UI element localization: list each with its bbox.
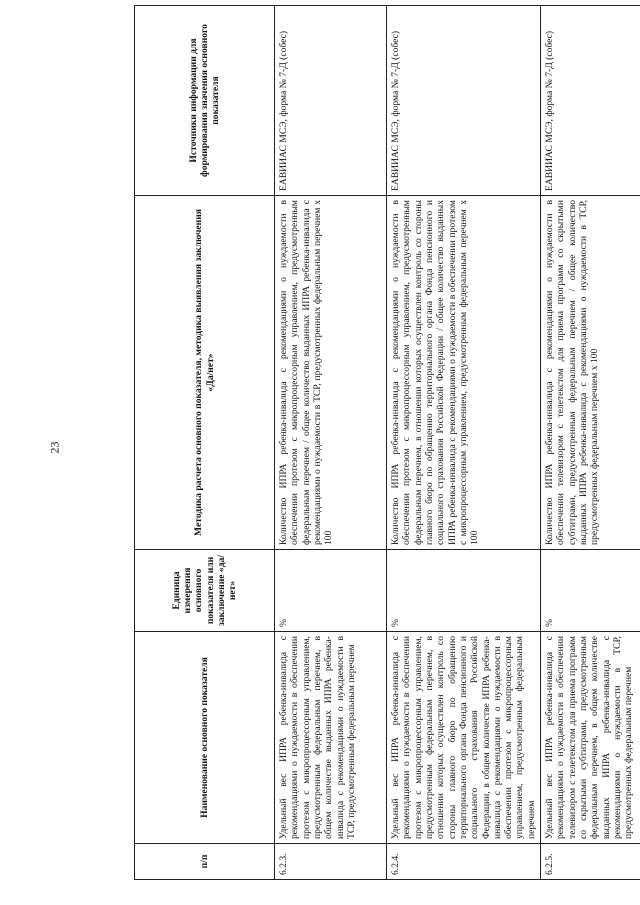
header-num: п/п <box>135 844 275 880</box>
row-unit: % <box>387 550 541 632</box>
table-row <box>387 6 541 880</box>
row-method: Количество ИПРА ребенка-инвалида с рекомендациями о нуждаемости в обеспечении протезом с микропроцессорным управлением, предусмотренным федеральным перечнем / общее количество выданных ИПРА ребенка-инвалида с рекомендациями о нуждаемости в ТСР, предусмотренных федеральным перечнем х 100 <box>275 196 387 550</box>
row-num: 6.2.5. <box>541 844 640 880</box>
row-method: Количество ИПРА ребенка-инвалида с рекомендациями о нуждаемости в обеспечении протезом с микропроцессорным управлением, предусмотренным федеральным перечнем, в отношении которых осуществлен контроль со стороны главного бюро по обращению территориального органа Фонда пенсионного и социального страхования Российской Федерации / общее количество выданных ИПРА ребенка-инвалида с рекомендациями о нуждаемости в обеспечении протезом с микропроцессорным управлением, предусмотренным федеральным перечнем х 100 <box>387 196 541 550</box>
table-header-row <box>135 6 275 880</box>
row-unit: % <box>275 550 387 632</box>
table-row <box>275 6 387 880</box>
rotated-table-container <box>134 6 635 880</box>
row-num: 6.2.4. <box>387 844 541 880</box>
header-source: Источники информации для формирования значения основного показателя <box>135 6 275 196</box>
header-name: Наименование основного показателя <box>135 632 275 844</box>
row-name: Удельный вес ИПРА ребенка-инвалида с рекомендациями о нуждаемости в обеспечении телевизором с телетекстом для приема программ со скрытыми субтитрами, предусмотренным федеральным перечнем, в общем количестве выданных ИПРА ребенка-инвалида с рекомендациями о нуждаемости в ТСР, предусмотренных федеральным перечнем <box>541 632 640 844</box>
row-source: ЕАВИИАС МСЭ, форма № 7-Д (собес) <box>275 6 387 196</box>
table-row <box>541 6 640 880</box>
page-number: 23 <box>47 441 62 454</box>
row-source: ЕАВИИАС МСЭ, форма № 7-Д (собес) <box>387 6 541 196</box>
indicators-table <box>134 5 640 880</box>
row-unit: % <box>541 550 640 632</box>
row-name: Удельный вес ИПРА ребенка-инвалида с рекомендациями о нуждаемости в обеспечении протезом с микропроцессорным управлением, предусмотренным федеральным перечнем, в общем количестве выданных ИПРА ребенка-инвалида с рекомендациями о нуждаемости в ТСР, предусмотренным федеральным перечнем <box>275 632 387 844</box>
row-name: Удельный вес ИПРА ребенка-инвалида с рекомендациями о нуждаемости в обеспечении протезом с микропроцессорным управлением, предусмотренным федеральным перечнем, в отношении которых осуществлен контроль со стороны главного бюро по обращению территориального органа Фонда пенсионного и социального страхования Российской Федерации, в общем количестве ИПРА ребенка-инвалида с рекомендациями о нуждаемости в обеспечении протезом с микропроцессорным управлением, предусмотренным федеральным перечнем <box>387 632 541 844</box>
row-source: ЕАВИИАС МСЭ, форма № 7-Д (собес) <box>541 6 640 196</box>
row-method: Количество ИПРА ребенка-инвалида с рекомендациями о нуждаемости в обеспечении телевизором с телетекстом для приема программ со скрытыми субтитрами, предусмотренным федеральным перечнем / общее количество выданных ИПРА ребенка-инвалида с рекомендациями о нуждаемости в ТСР, предусмотренных федеральным перечнем х 100 <box>541 196 640 550</box>
row-num: 6.2.3. <box>275 844 387 880</box>
header-unit: Единица измерения основного показателя или заключение «да/нет» <box>135 550 275 632</box>
header-method: Методика расчета основного показателя, методика выявления заключения «Да/нет» <box>135 196 275 550</box>
